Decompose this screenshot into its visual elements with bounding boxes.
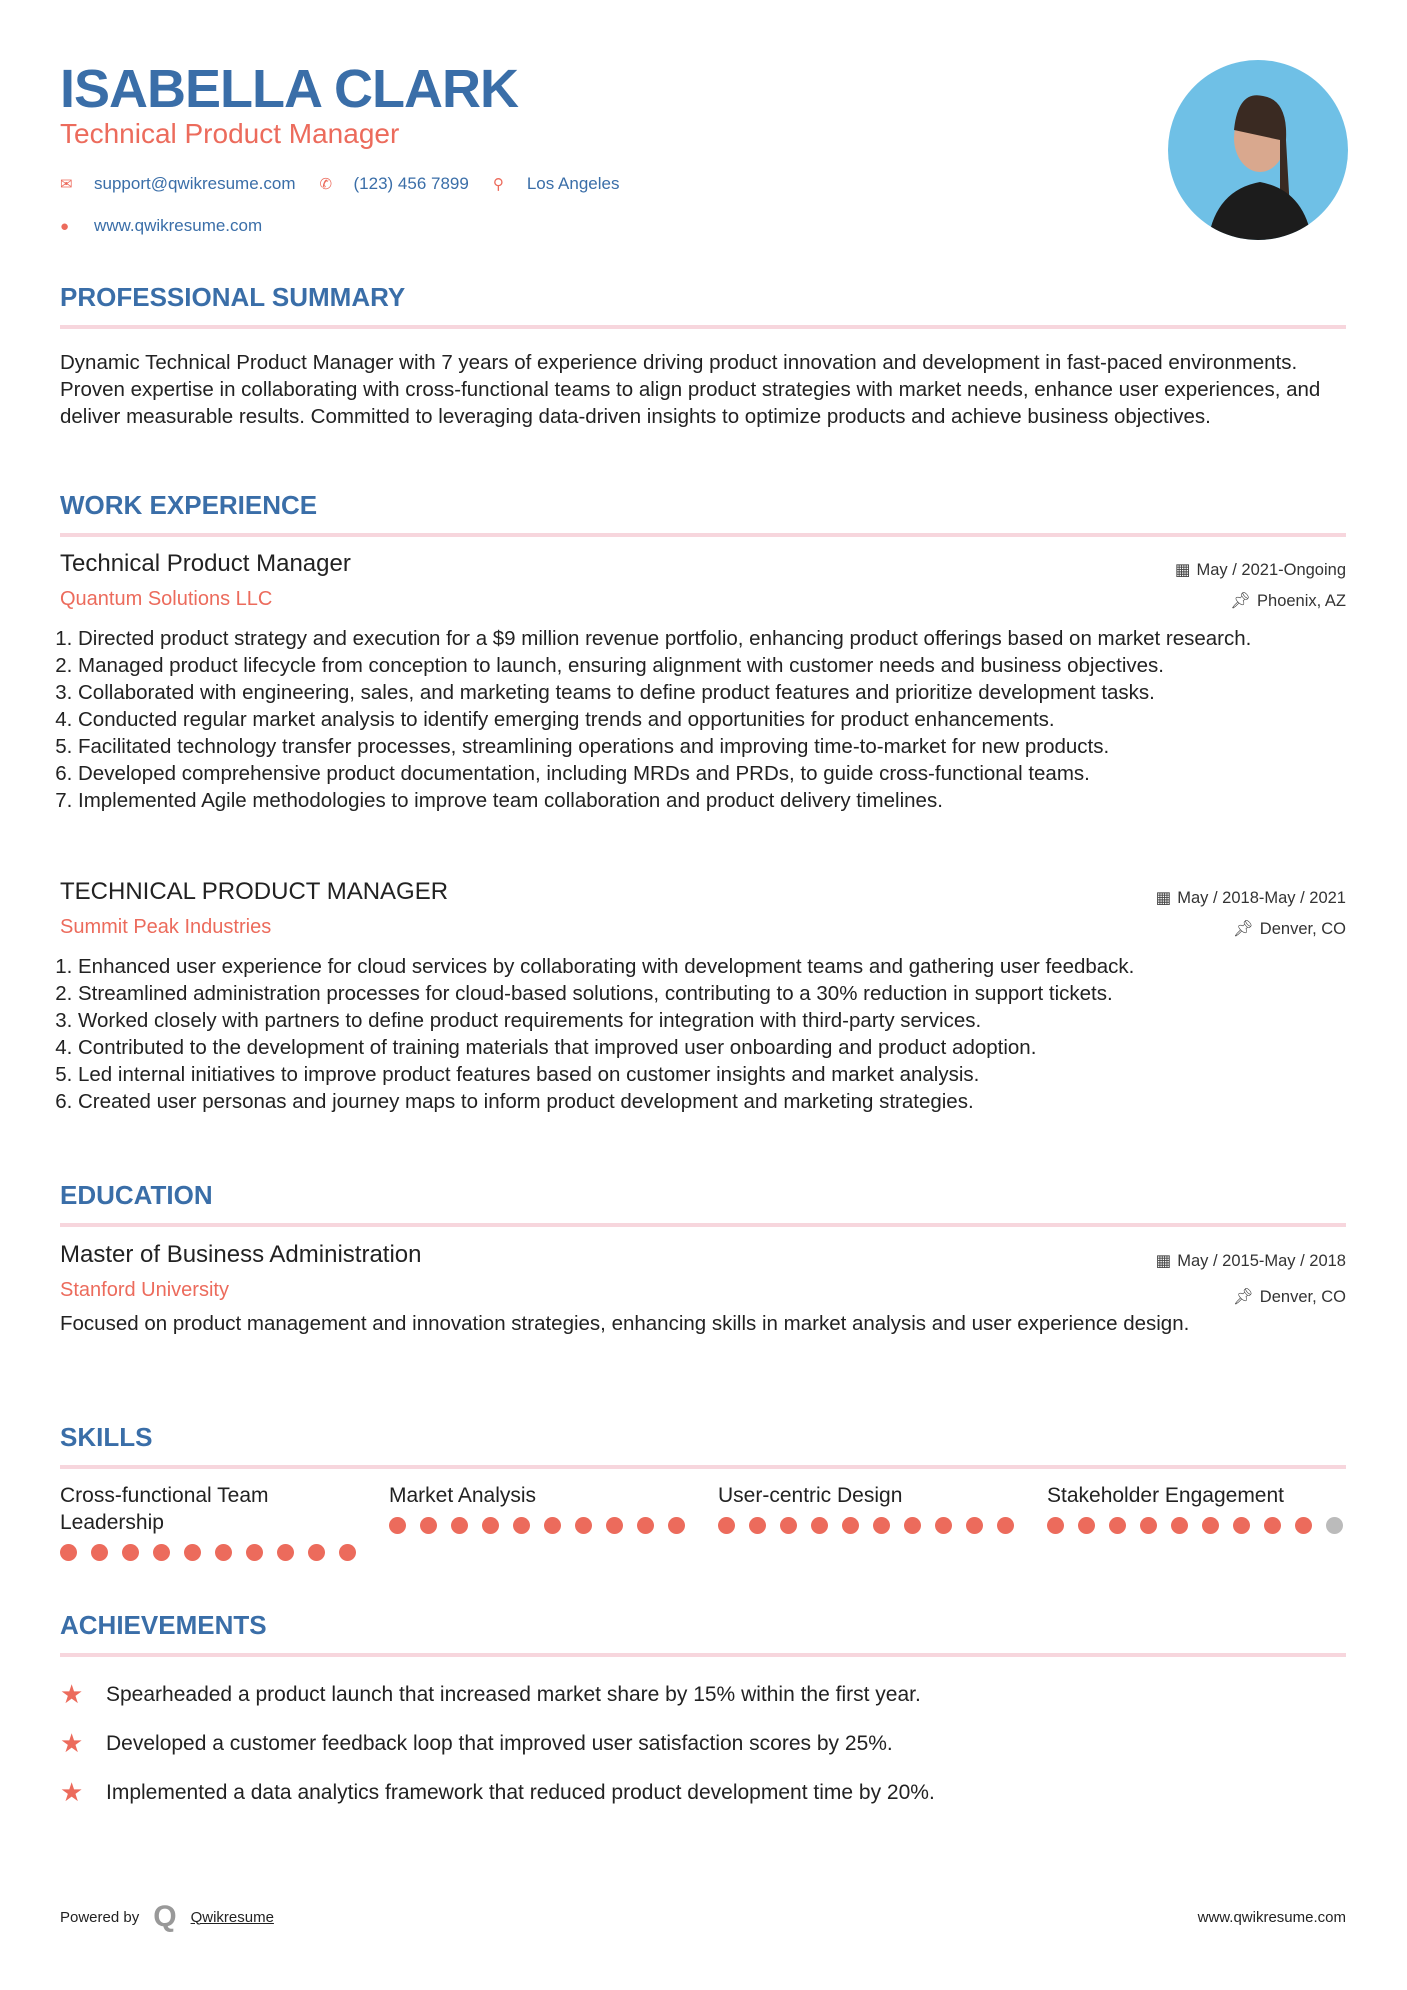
list-item: 2. Managed product lifecycle from conception to launch, ensuring alignment with customer needs and business objectives. [78,652,1346,679]
section-heading: ACHIEVEMENTS [60,1610,267,1640]
rating-dot-filled [122,1544,139,1561]
job-entry [60,878,1346,1115]
section-heading: SKILLS [60,1422,153,1452]
list-item: 4. Conducted regular market analysis to identify emerging trends and opportunities for product enhancements. [78,706,1346,733]
email-link[interactable]: support@qwikresume.com [94,174,296,193]
achievement-item [60,1777,1346,1808]
skill-name: Cross-functional Team Leadership [60,1484,269,1534]
list-item: 7. Implemented Agile methodologies to improve team collaboration and product delivery timelines. [78,787,1346,814]
rating-dot-filled [513,1517,530,1534]
education-entry [60,1241,1346,1337]
rating-dot-filled [1295,1517,1312,1534]
achievement-item [60,1679,1346,1710]
skill-item [60,1482,389,1561]
rating-dot-filled [389,1517,406,1534]
list-item: 4. Contributed to the development of training materials that improved user onboarding and product adoption. [78,1034,1346,1061]
rating-dot-filled [575,1517,592,1534]
footer-site[interactable]: www.qwikresume.com [1197,1908,1346,1926]
rating-dot-empty [1326,1517,1343,1534]
powered-by-label: Powered by [60,1908,140,1926]
company-name: Summit Peak Industries [60,916,272,938]
rating-dot-filled [1078,1517,1095,1534]
divider [60,1465,1346,1469]
rating-dot-filled [482,1517,499,1534]
rating-dot-filled [1264,1517,1281,1534]
education-section [60,1180,1346,1227]
job-entry [60,550,1346,814]
rating-dot-filled [606,1517,623,1534]
rating-dot-filled [749,1517,766,1534]
star-icon: ★ [60,1777,84,1807]
calendar-icon: ▦ [1155,1252,1172,1270]
rating-dot-filled [904,1517,921,1534]
pin-icon: 📌︎ [1230,592,1252,610]
skill-item [389,1482,718,1561]
achievements-section [60,1610,1346,1826]
footer [60,1900,1346,1934]
website-row [60,216,262,236]
list-item: 6. Created user personas and journey maps to inform product development and marketing strategies. [78,1088,1346,1115]
rating-dot-filled [1233,1517,1250,1534]
skills-grid [60,1482,1346,1561]
contact-row [60,174,633,194]
list-item: 3. Collaborated with engineering, sales, and marketing teams to define product features and prioritize development tasks. [78,679,1346,706]
achievement-text: Developed a customer feedback loop that improved user satisfaction scores by 25%. [106,1731,893,1755]
section-heading: WORK EXPERIENCE [60,490,318,520]
divider [60,1223,1346,1227]
phone-text: (123) 456 7899 [353,174,469,193]
rating-dot-filled [246,1544,263,1561]
person-silhouette-icon [1168,60,1348,240]
rating-dot-filled [1109,1517,1126,1534]
list-item: 6. Developed comprehensive product documentation, including MRDs and PRDs, to guide cross-functional teams. [78,760,1346,787]
job-title: TECHNICAL PRODUCT MANAGER [60,878,449,905]
rating-dot-filled [277,1544,294,1561]
rating-dot-filled [637,1517,654,1534]
edu-description: Focused on product management and innovation strategies, enhancing skills in market analysis and user experience design. [60,1312,1190,1335]
list-item: 5. Led internal initiatives to improve product features based on customer insights and market analysis. [78,1061,1346,1088]
skill-name: Stakeholder Engagement [1047,1484,1284,1507]
section-heading: PROFESSIONAL SUMMARY [60,282,406,312]
skill-rating [389,1517,718,1534]
rating-dot-filled [1140,1517,1157,1534]
job-location: Phoenix, AZ [1257,592,1346,610]
rating-dot-filled [668,1517,685,1534]
rating-dot-filled [873,1517,890,1534]
phone-icon: ✆ [319,176,333,193]
rating-dot-filled [966,1517,983,1534]
skill-name: User-centric Design [718,1484,903,1507]
achievement-item [60,1728,1346,1759]
rating-dot-filled [1047,1517,1064,1534]
achievement-text: Implemented a data analytics framework that reduced product development time by 20%. [106,1780,935,1804]
summary-text: Dynamic Technical Product Manager with 7 years of experience driving product innovation and development in fast-paced environments. Proven expertise in collaborating with cross-functional teams to align product strategies with market needs, enhance user experiences, and deliver measurable results. Committed to leveraging data-driven insights to optimize products and achieve business objectives. [60,351,1321,428]
edu-location: Denver, CO [1259,1288,1346,1306]
rating-dot-filled [451,1517,468,1534]
rating-dot-filled [842,1517,859,1534]
section-heading: EDUCATION [60,1180,213,1210]
location-text: Los Angeles [526,174,620,193]
rating-dot-filled [1171,1517,1188,1534]
skill-item [1047,1482,1346,1561]
star-icon: ★ [60,1679,84,1709]
rating-dot-filled [153,1544,170,1561]
candidate-title: Technical Product Manager [60,118,400,149]
calendar-icon: ▦ [1174,561,1191,579]
globe-icon: ● [60,217,70,235]
list-item: 2. Streamlined administration processes for cloud-based solutions, contributing to a 30% reduction in support tickets. [78,980,1346,1007]
brand-link[interactable]: Qwikresume [190,1908,274,1926]
star-icon: ★ [60,1728,84,1758]
school: Stanford University [60,1279,229,1301]
rating-dot-filled [811,1517,828,1534]
job-location: Denver, CO [1259,920,1346,938]
skill-rating [60,1544,389,1561]
achievement-text: Spearheaded a product launch that increased market share by 15% within the first year. [106,1682,921,1706]
work-section [60,490,1346,537]
list-item: 1. Directed product strategy and execution for a $9 million revenue portfolio, enhancing product offerings based on market research. [78,625,1346,652]
rating-dot-filled [997,1517,1014,1534]
rating-dot-filled [339,1544,356,1561]
rating-dot-filled [215,1544,232,1561]
company-name: Quantum Solutions LLC [60,588,273,610]
email-icon: ✉ [60,176,73,193]
list-item: 5. Facilitated technology transfer processes, streamlining operations and improving time-to-market for new products. [78,733,1346,760]
pin-icon: 📌︎ [1232,1288,1254,1306]
job-bullets [60,625,1346,814]
job-title: Technical Product Manager [60,550,351,577]
website-link[interactable]: www.qwikresume.com [94,216,263,235]
job-dates: May / 2018-May / 2021 [1177,889,1346,907]
location-pin-icon: ⚲ [492,176,504,193]
list-item: 3. Worked closely with partners to define product requirements for integration with third-party services. [78,1007,1346,1034]
summary-section [60,282,1346,430]
rating-dot-filled [544,1517,561,1534]
skill-item [718,1482,1047,1561]
skill-rating [718,1517,1047,1534]
qwikresume-logo-icon: Q [153,1900,177,1933]
rating-dot-filled [308,1544,325,1561]
job-dates: May / 2021-Ongoing [1196,561,1346,579]
list-item: 1. Enhanced user experience for cloud services by collaborating with development teams and gathering user feedback. [78,953,1346,980]
rating-dot-filled [60,1544,77,1561]
job-bullets [60,953,1346,1115]
rating-dot-filled [935,1517,952,1534]
pin-icon: 📌︎ [1232,920,1254,938]
skills-section [60,1422,1346,1469]
edu-dates: May / 2015-May / 2018 [1177,1252,1346,1270]
divider [60,1653,1346,1657]
skill-name: Market Analysis [389,1484,537,1507]
candidate-name: ISABELLA CLARK [60,59,518,119]
skill-rating [1047,1517,1346,1534]
calendar-icon: ▦ [1155,889,1172,907]
divider [60,533,1346,537]
divider [60,325,1346,329]
degree: Master of Business Administration [60,1241,422,1268]
rating-dot-filled [184,1544,201,1561]
rating-dot-filled [780,1517,797,1534]
rating-dot-filled [420,1517,437,1534]
profile-photo [1168,60,1348,240]
rating-dot-filled [718,1517,735,1534]
rating-dot-filled [1202,1517,1219,1534]
rating-dot-filled [91,1544,108,1561]
